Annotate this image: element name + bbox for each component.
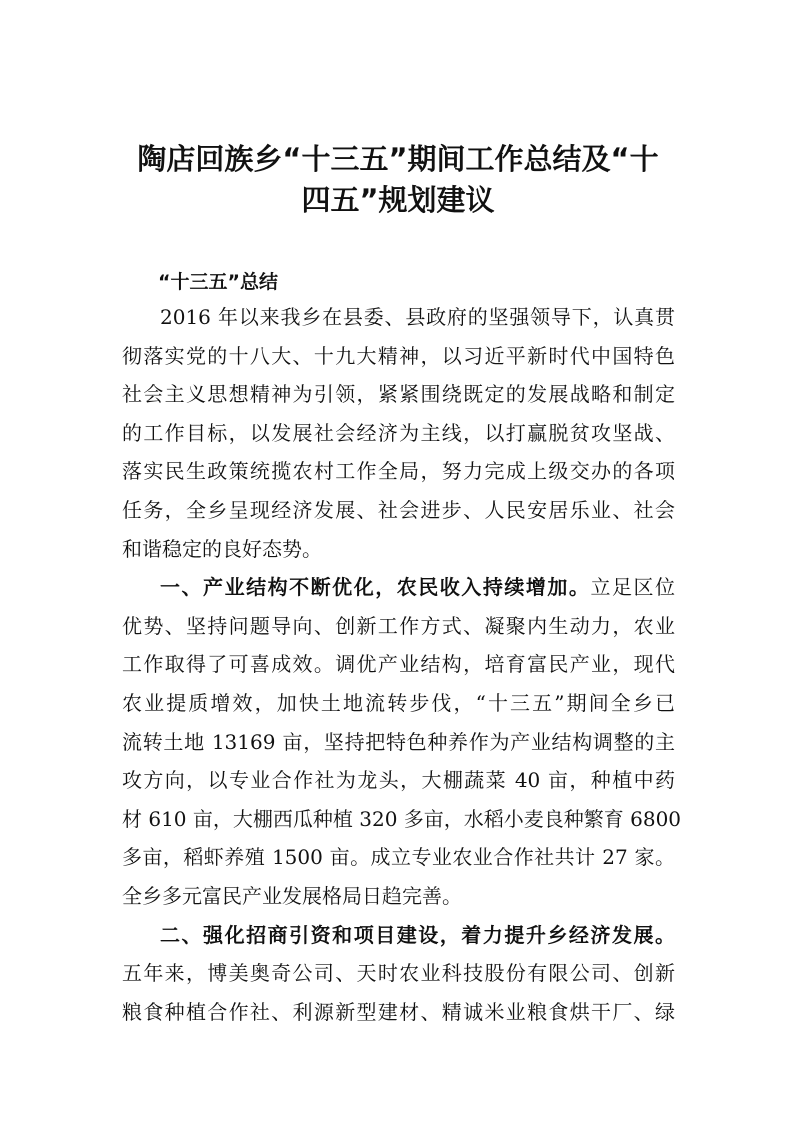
text-line	[122, 877, 675, 916]
text-line	[122, 993, 675, 1032]
section-heading: “十三五”总结	[158, 271, 278, 293]
text-line	[122, 761, 675, 800]
text-line	[122, 298, 675, 337]
text-line	[122, 375, 675, 414]
text-line	[122, 452, 675, 491]
line-text: 工作取得了可喜成效。调优产业结构，培育富民产业，现代	[122, 652, 675, 677]
text-line	[122, 530, 675, 569]
title-line-2: 四五”规划建议	[301, 183, 495, 217]
line-text: 和谐稳定的良好态势。	[122, 536, 322, 561]
text-line	[122, 607, 675, 646]
line-text: 五年来，博美奥奇公司、天时农业科技股份有限公司、创新	[122, 961, 675, 986]
line-text: 全乡多元富民产业发展格局日趋完善。	[122, 883, 462, 908]
line-text: 多亩，稻虾养殖 1500 亩。成立专业农业合作社共计 27 家。	[122, 845, 675, 870]
text-line	[122, 723, 675, 762]
line-text: 农业提质增效，加快土地流转步伐，“十三五”期间全乡已	[122, 690, 675, 715]
paragraph	[122, 568, 682, 915]
title-line-1: 陶店回族乡“十三五”期间工作总结及“十	[137, 142, 659, 176]
line-text: 的工作目标，以发展社会经济为主线，以打赢脱贫攻坚战、	[122, 420, 675, 445]
bold-lead-text: 一、产业结构不断优化，农民收入持续增加。	[160, 575, 591, 600]
text-line	[122, 645, 675, 684]
text-line	[122, 800, 682, 839]
text-line	[122, 916, 675, 955]
document-body	[122, 298, 682, 1031]
text-line	[122, 954, 675, 993]
paragraph	[122, 916, 675, 1032]
paragraph	[122, 298, 675, 568]
text-line	[122, 838, 675, 877]
line-text: 落实民生政策统揽农村工作全局，努力完成上级交办的各项	[122, 459, 675, 484]
line-text: 2016 年以来我乡在县委、县政府的坚强领导下，认真贯	[160, 305, 675, 329]
line-text: 社会主义思想精神为引领，紧紧围绕既定的发展战略和制定	[122, 382, 675, 407]
text-line	[122, 684, 675, 723]
text-line	[122, 337, 675, 376]
bold-lead-text: 二、强化招商引资和项目建设，着力提升乡经济发展。	[160, 922, 675, 947]
line-text: 攻方向，以专业合作社为龙头，大棚蔬菜 40 亩，种植中药	[122, 768, 675, 793]
line-text: 粮食种植合作社、利源新型建材、精诚米业粮食烘干厂、绿	[122, 999, 675, 1024]
line-text: 材 610 亩，大棚西瓜种植 320 多亩，水稻小麦良种繁育 6800	[122, 806, 682, 831]
document-title	[118, 139, 678, 221]
line-text: 优势、坚持问题导向、创新工作方式、凝聚内生动力，农业	[122, 613, 675, 638]
line-text: 彻落实党的十八大、十九大精神，以习近平新时代中国特色	[122, 343, 675, 368]
text-line	[122, 414, 675, 453]
text-line	[122, 491, 675, 530]
text-line	[122, 568, 675, 607]
line-text: 任务，全乡呈现经济发展、社会进步、人民安居乐业、社会	[122, 497, 675, 522]
line-text: 立足区位	[590, 575, 676, 600]
line-text: 流转土地 13169 亩，坚持把特色种养作为产业结构调整的主	[122, 729, 675, 754]
